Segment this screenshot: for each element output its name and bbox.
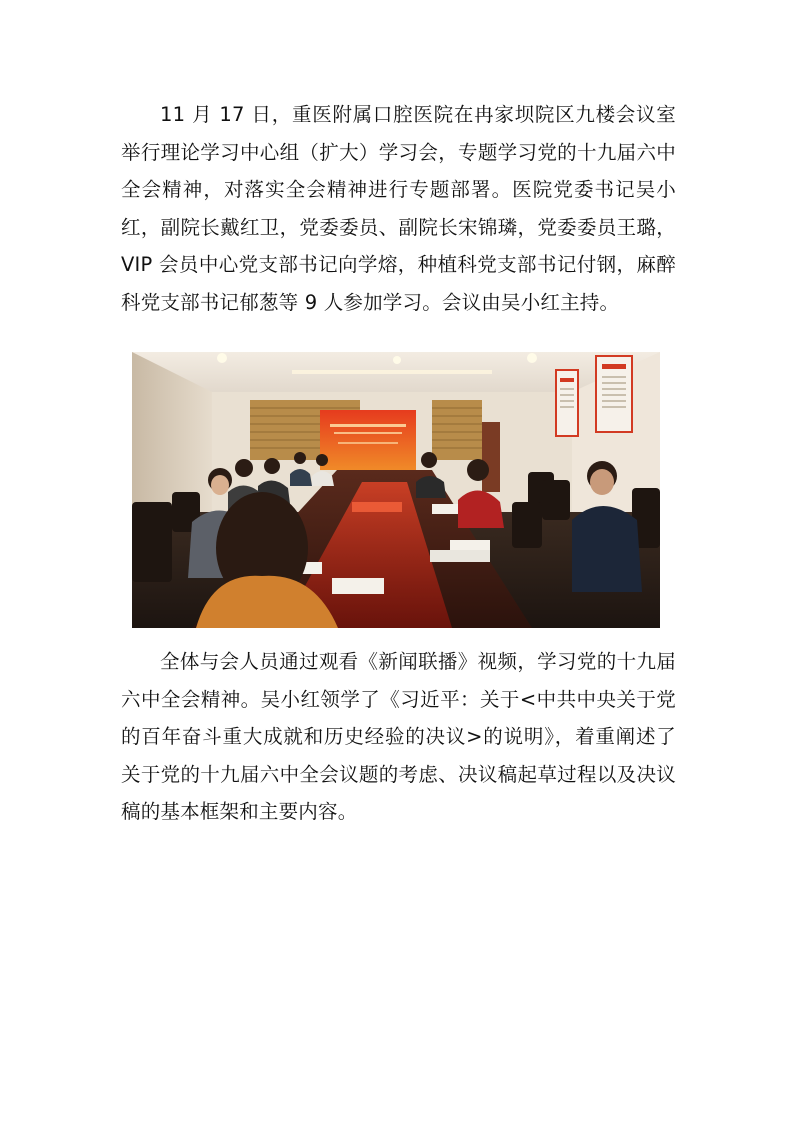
- paragraph-intro: 11 月 17 日，重医附属口腔医院在冉家坝院区九楼会议室举行理论学习中心组（扩大）学习会，专题学习党的十九届六中全会精神，对落实全会精神进行专题部署。医院党委书记吴小红，副院长戴红卫，党委委员、副院长宋锦璘，党委委员王璐，VIP 会员中心党支部书记向学熔，种植科党支部书记付钢，麻醉科党支部书记郁葱等 9 人参加学习。会议由吴小红主持。: [121, 103, 676, 314]
- meeting-room-photo: [132, 352, 660, 628]
- paragraph-study-content: 全体与会人员通过观看《新闻联播》视频，学习党的十九届六中全会精神。吴小红领学了《习近平：关于<中共中央关于党的百年奋斗重大成就和历史经验的决议>的说明》，着重阐述了关于党的十九届六中全会议题的考虑、决议稿起草过程以及决议稿的基本框架和主要内容。: [121, 650, 676, 824]
